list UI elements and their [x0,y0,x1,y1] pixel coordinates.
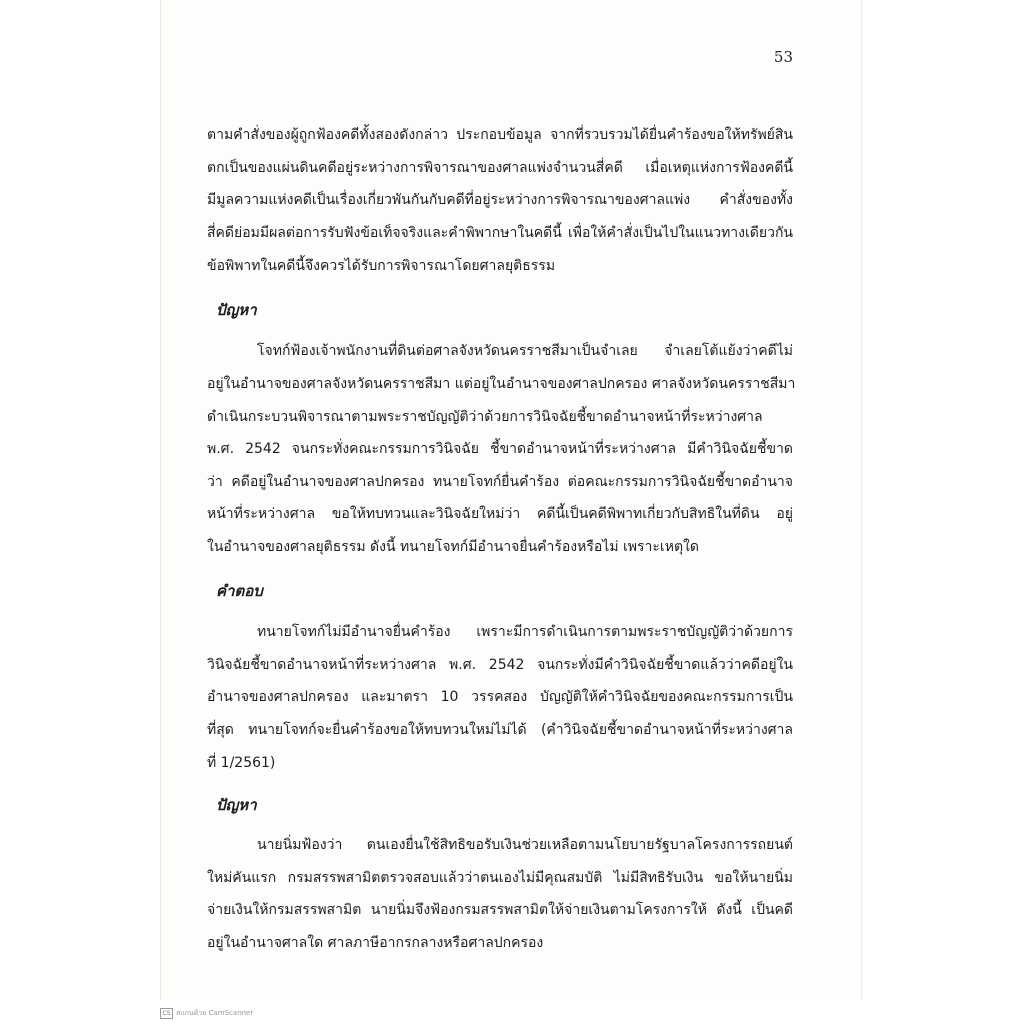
text-line: หน้าที่ระหว่างศาล ขอให้ทบทวนและวินิจฉัยใหม่ว่า คดีนี้เป็นคดีพิพาทเกี่ยวกับสิทธิในที่ดิน อยู่ [207,506,793,522]
text-line: อยู่ในอำนาจของศาลจังหวัดนครราชสีมา แต่อยู่ในอำนาจของศาลปกครอง ศาลจังหวัดนครราชสีมา [207,376,796,392]
text-line: อยู่ในอำนาจศาลใด ศาลภาษีอากรกลางหรือศาลปกครอง [207,935,544,951]
text-line: วินิจฉัยชี้ขาดอำนาจหน้าที่ระหว่างศาล พ.ศ. 2542 จนกระทั่งมีคำวินิจฉัยชี้ขาดแล้วว่าคดีอยู่ใน [207,657,793,673]
text-line: สี่คดีย่อมมีผลต่อการรับฟังข้อเท็จจริงและคำพิพากษาในคดีนี้ เพื่อให้คำสั่งเป็นไปในแนวทางเดียวกัน [207,225,793,241]
text-line: ทนายโจทก์ไม่มีอำนาจยื่นคำร้อง เพราะมีการดำเนินการตามพระราชบัญญัติว่าด้วยการ [257,624,793,640]
text-line: ตามคำสั่งของผู้ถูกฟ้องคดีทั้งสองดังกล่าว ประกอบข้อมูล จากที่รวบรวมได้ยื่นคำร้องขอให้ทรัพย์สิน [207,127,793,143]
text-line: ในอำนาจของศาลยุติธรรม ดังนี้ ทนายโจทก์มีอำนาจยื่นคำร้องหรือไม่ เพราะเหตุใด [207,539,699,555]
text-line: ใหม่คันแรก กรมสรรพสามิตตรวจสอบแล้วว่าตนเองไม่มีคุณสมบัติ ไม่มีสิทธิรับเงิน ขอให้นายนิ่ม [207,870,793,886]
answer-heading: คำตอบ [216,582,263,600]
problem-heading: ปัญหา [216,796,257,814]
text-line: นายนิ่มฟ้องว่า ตนเองยื่นใช้สิทธิขอรับเงินช่วยเหลือตามนโยบายรัฐบาลโครงการรถยนต์ [257,837,793,853]
text-line: ที่ 1/2561) [207,755,276,771]
text-line: ว่า คดีอยู่ในอำนาจของศาลปกครอง ทนายโจทก์ยื่นคำร้อง ต่อคณะกรรมการวินิจฉัยชี้ขาดอำนาจ [207,474,793,490]
text-line: ดำเนินกระบวนพิจารณาตามพระราชบัญญัติว่าด้วยการวินิจฉัยชี้ขาดอำนาจหน้าที่ระหว่างศาล [207,409,763,425]
text-line: จ่ายเงินให้กรมสรรพสามิต นายนิ่มจึงฟ้องกรมสรรพสามิตให้จ่ายเงินตามโครงการให้ ดังนี้ เป็นคดี [207,902,793,918]
scanner-watermark-text: สแกนด้วย CamScanner [176,1009,254,1017]
document-page [160,0,862,1000]
problem-heading: ปัญหา [216,301,257,319]
text-line: ที่สุด ทนายโจทก์จะยื่นคำร้องขอให้ทบทวนใหม่ไม่ได้ (คำวินิจฉัยชี้ขาดอำนาจหน้าที่ระหว่างศาล [207,722,793,738]
text-line: มีมูลความแห่งคดีเป็นเรื่องเกี่ยวพันกันกับคดีที่อยู่ระหว่างการพิจารณาของศาลแพ่ง คำสั่งของทั้ง [207,192,793,208]
camscanner-logo-icon: CS [160,1008,173,1019]
text-line: พ.ศ. 2542 จนกระทั่งคณะกรรมการวินิจฉัย ชี้ขาดอำนาจหน้าที่ระหว่างศาล มีคำวินิจฉัยชี้ขาด [207,441,793,457]
page-number: 53 [773,48,793,66]
text-line: ข้อพิพาทในคดีนี้จึงควรได้รับการพิจารณาโดยศาลยุติธรรม [207,258,556,274]
text-line: โจทก์ฟ้องเจ้าพนักงานที่ดินต่อศาลจังหวัดนครราชสีมาเป็นจำเลย จำเลยโต้แย้งว่าคดีไม่ [257,343,793,359]
text-line: ตกเป็นของแผ่นดินคดีอยู่ระหว่างการพิจารณาของศาลแพ่งจำนวนสี่คดี เมื่อเหตุแห่งการฟ้องคดีนี้ [207,160,793,176]
text-line: อำนาจของศาลปกครอง และมาตรา 10 วรรคสอง บัญญัติให้คำวินิจฉัยของคณะกรรมการเป็น [207,689,793,705]
scanner-watermark [160,1008,253,1019]
